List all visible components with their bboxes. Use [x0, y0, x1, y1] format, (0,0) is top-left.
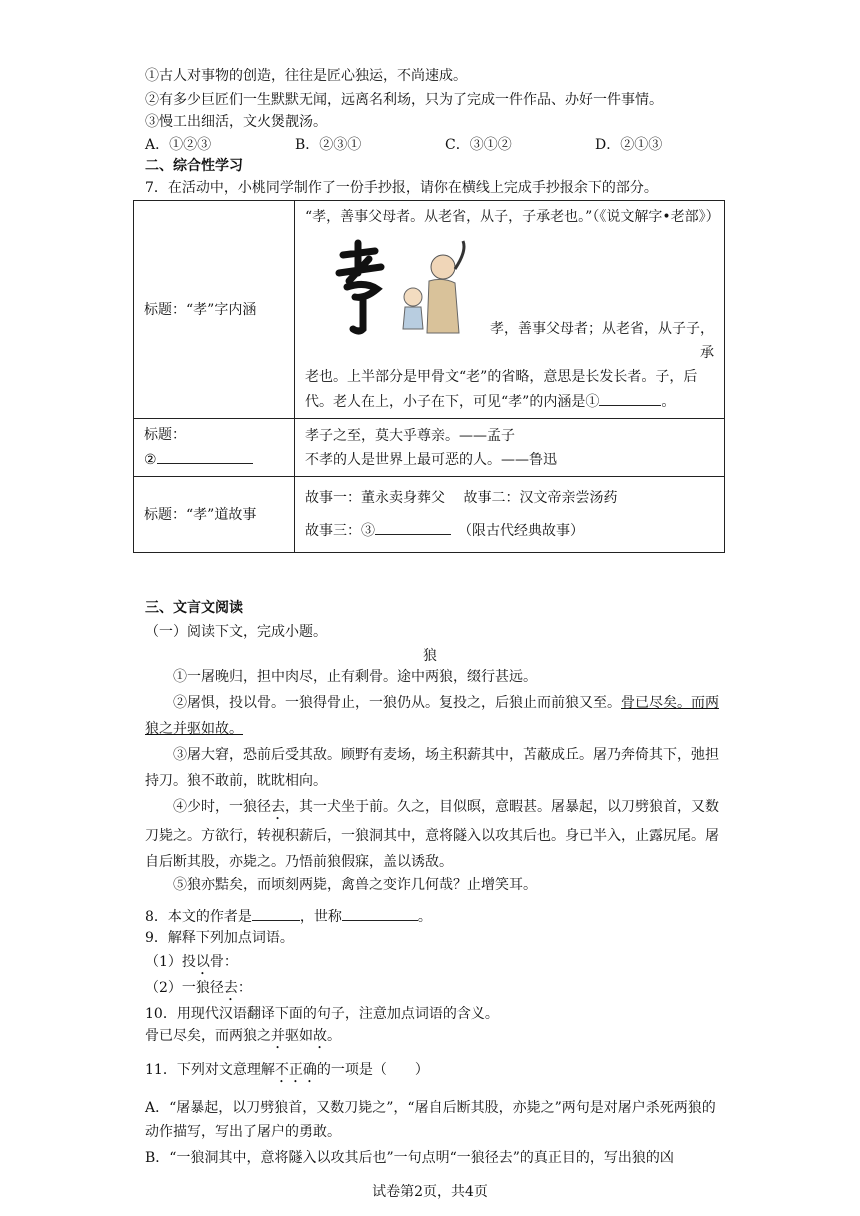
intro-item-3: ③慢工出细活，文火煲靓汤。	[145, 114, 327, 130]
passage-p4: ④少时，一狼径去，其一犬坐于前。久之，目似暝，意暇甚。屠暴起，以刀劈狼首，又数刀毙之。方欲行，转视积薪后，一狼洞其中，意将隧入以攻其后也。身已半入，止露尻尾。屠自后断其股，亦毙之。乃悟前狼假寐，盖以诱敌。	[145, 799, 719, 870]
section2-heading: 二、综合性学习	[145, 158, 243, 174]
xiao-character-illustration	[325, 233, 475, 343]
passage-title: 狼	[423, 648, 437, 664]
handcopy-table	[133, 200, 725, 553]
blank-q8-title[interactable]	[342, 904, 418, 921]
q7-prompt: 7．在活动中，小桃同学制作了一份手抄报，请你在横线上完成手抄报余下的部分。	[145, 180, 658, 196]
q10: 10．用现代汉语翻译下面的句子，注意加点词语的含义。	[145, 1006, 499, 1022]
option-b[interactable]: B．②③①	[295, 137, 362, 153]
row3-label: 标题：“孝”道故事	[134, 477, 295, 553]
page-footer: 试卷第2页，共4页	[372, 1184, 488, 1200]
row2-label: 标题： ②	[134, 419, 295, 477]
row2-line2: 不孝的人是世界上最可恶的人。——鲁迅	[305, 451, 557, 468]
row1-text-b: 老也。上半部分是甲骨文“老”的省略，意思是长发长者。子，后	[305, 369, 698, 385]
option-d[interactable]: D．②①③	[595, 137, 663, 153]
q9-1: （1）投以骨：	[145, 954, 238, 970]
q11-option-a[interactable]: A．“屠暴起，以刀劈狼首，又数刀毙之”，“屠自后断其股，亦毙之”两句是对屠户杀死两狼的动作描写，写出了屠户的勇敢。	[145, 1100, 716, 1140]
q9-2: （2）一狼径去：	[145, 980, 252, 996]
elder-child-icon	[325, 233, 475, 343]
row3-line2: 故事三：③ （限古代经典故事）	[305, 518, 714, 543]
section3-heading: 三、文言文阅读	[145, 600, 243, 616]
row3-content	[295, 477, 725, 553]
passage-p5: ⑤狼亦黠矣，而顷刻两毙，禽兽之变诈几何哉？止增笑耳。	[173, 877, 537, 893]
row3-line1: 故事一：董永卖身葬父 故事二：汉文帝亲尝汤药	[305, 490, 618, 506]
option-a[interactable]: A．①②③	[145, 137, 212, 153]
row1-label: 标题：“孝”字内涵	[134, 201, 295, 419]
option-c[interactable]: C．③①②	[445, 137, 512, 153]
passage-p1: ①一屠晚归，担中肉尽，止有剩骨。途中两狼，缀行甚远。	[173, 669, 537, 685]
row2-content	[295, 419, 725, 477]
row2-line1: 孝子之至，莫大乎尊亲。——孟子	[305, 427, 515, 444]
q10-sentence: 骨已尽矣，而两狼之并驱如故。	[145, 1028, 341, 1044]
row1-text-c: 代。老人在上，小子在下，可见“孝”的内涵是① 。	[305, 389, 714, 414]
blank-1[interactable]	[599, 389, 661, 406]
intro-item-2: ②有多少巨匠们一生默默无闻，远离名利场，只为了完成一件作品、办好一件事情。	[145, 92, 663, 108]
q6-options	[145, 134, 745, 154]
row1-quote: “孝，善事父母者。从老省，从子，子承老也。”（《说文解字•老部》）	[305, 209, 720, 225]
passage-p2: ②屠惧，投以骨。一狼得骨止，一狼仍从。复投之，后狼止而前狼又至。骨已尽矣。而两狼之并驱如故。	[145, 695, 719, 737]
row1-text-a: 孝，善事父母者；从老省，从子子，承	[490, 321, 714, 361]
q11: 11．下列对文意理解不正确的一项是（ ）	[145, 1062, 429, 1078]
q8: 8．本文的作者是 ，世称 。	[145, 904, 432, 927]
sub-section-1: （一）阅读下文，完成小题。	[145, 624, 327, 640]
row1-content	[295, 201, 725, 419]
passage-p3: ③屠大窘，恐前后受其敌。顾野有麦场，场主积薪其中，苫蔽成丘。屠乃奔倚其下，弛担持刀。狼不敢前，眈眈相向。	[145, 747, 719, 789]
blank-2[interactable]	[157, 447, 253, 464]
q9: 9．解释下列加点词语。	[145, 930, 294, 946]
blank-q8-author[interactable]	[252, 904, 300, 921]
q11-option-b[interactable]: B．“一狼洞其中，意将隧入以攻其后也”一句点明“一狼径去”的真正目的，写出狼的凶	[145, 1150, 674, 1166]
intro-item-1: ①古人对事物的创造，往往是匠心独运，不尚速成。	[145, 68, 467, 84]
blank-3[interactable]	[375, 518, 451, 535]
